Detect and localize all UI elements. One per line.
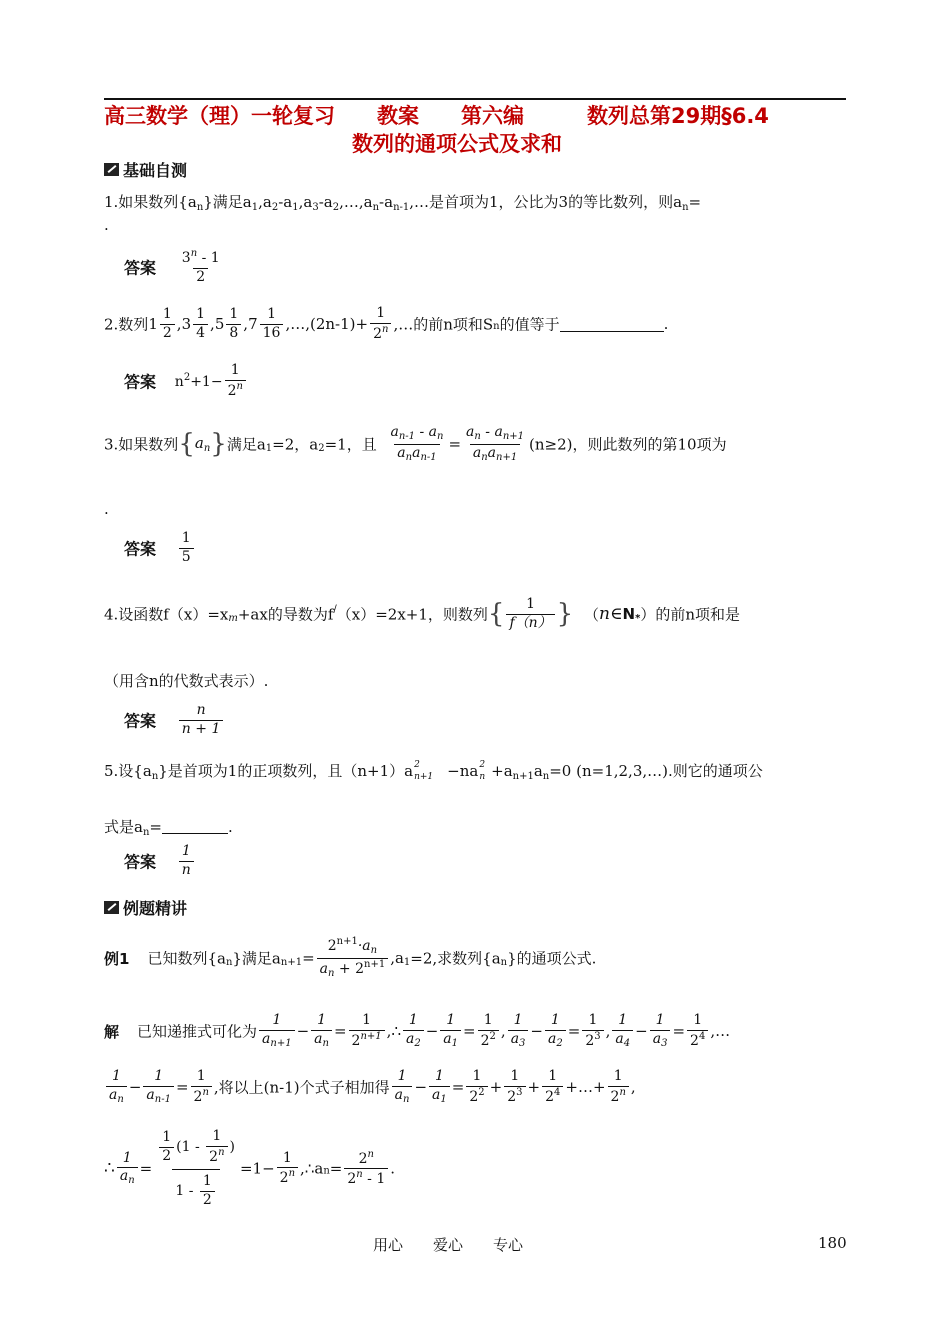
question-5: 5.设$\{a_n\}$是首项为1的正项数列，且（n+1）a 2 n+1 −na 2 n $+a_{n+1}a_n=0$ (n=1,2,3,…).则它的通项公 (104, 760, 763, 782)
answer-blank-5 (162, 819, 228, 834)
section-basic-label: 基础自测 (123, 161, 188, 180)
pencil-icon (104, 163, 119, 176)
page-title-line1: 高三数学（理）一轮复习 教案 第六编 数列总第29期§6.4 (104, 104, 769, 128)
question-3-cont: . (104, 500, 109, 518)
solution-line-2: $\frac{1}{a_n}$ − $\frac{1}{a_{n-1}}$ = $\frac{1}{2^n}$ ,将以上(n-1)个式子相加得 $\frac{1}{a_n}$ − $\frac{1}{a_1}$ = $\frac{1}{2^2}$ + $\frac{1}{2^3}$ + $\frac{1}{2^4}$ +…+ $\frac{1}{2^n}$ , (104, 1068, 636, 1106)
page-title-line2: 数列的通项公式及求和 (352, 132, 562, 156)
question-4: 4.设函数$f(x)=x_m+ax$的导数为f/（x）=2x+1，则数列{ $\frac{1}{f(n)}$ } $(n\in N_*)$的前n项和是 (104, 596, 741, 631)
answer-2: 答案 $n^2+1-$ $\frac{1}{2^n}$ (124, 362, 248, 400)
answer-3: 答案 $\frac{1}{5}$ (124, 530, 196, 566)
question-3: 3.如果数列$\{a_n\}$满足$a_1=2$，$a_2=1$，且 $\frac{a_{n-1} - a_n}{a_na_{n-1}}$ = $\frac{a_n - a_{n+1}}{a_na_{n+1}}$ (n≥2)，则此数列的第10项为 (104, 424, 727, 463)
pencil-icon (104, 901, 119, 914)
answer-4: 答案 $\frac{n}{n + 1}$ (124, 702, 225, 738)
section-basic-heading (104, 158, 187, 181)
mixed-number-term: 7 $\frac{1}{16}$ (248, 314, 285, 332)
solution-line-1: 解 已知递推式可化为 $\frac{1}{a_{n+1}}$ − $\frac{1}{a_n}$ = $\frac{1}{2^{n+1}}$ ,∴ $\frac{1}{a_2}$ − $\frac{1}{a_1}$ = $\frac{1}{2^2}$ , $\frac{1}{a_3}$ − $\frac{1}{a_2}$ = $\frac{1}{2^3}$ , $\frac{1}{a_4}$ − $\frac{1}{a_3}$ = $\frac{1}{2^4}$ ,… (104, 1012, 731, 1049)
question-1-cont: . (104, 216, 109, 234)
answer-1: 答案 $\frac{3^n - 1}{2}$ (124, 248, 220, 285)
question-5-cont: 式是$a_n=$ . (104, 818, 233, 838)
section-examples-heading (104, 896, 187, 919)
footer-motto: 用心 爱心 专心 (373, 1236, 524, 1254)
question-1: 1.如果数列$\{a_n\}$满足$a_1,a_2-a_1,a_3-a_2,\dots,a_n-a_{n-1},\dots$是首项为1，公比为3的等比数列，则$a_n=$ (104, 193, 702, 213)
example-1: 例1 已知数列$\{a_n\}$满足$a_{n+1}=$ $\frac{2^{n+1}\cdot a_n}{a_n + 2^{n+1}}$ $,a_1=2$,求数列$\{a_n\}$的通项公式. (104, 936, 597, 979)
solution-line-3: ∴ $\frac{1}{a_n}$ = $\frac{1}{2}$ (1 - $\frac{1}{2^n}$ ) 1 - $\frac{1}{2}$ =1− $\frac{1}{2^n}$ ,∴an= $\frac{2^n}{2^n - 1}$ . (104, 1128, 396, 1208)
section-examples-label: 例题精讲 (123, 899, 188, 918)
question-4-cont: （用含n的代数式表示）. (104, 672, 269, 690)
mixed-number-term: 3 $\frac{1}{4}$ , (181, 306, 215, 341)
page-number: 180 (818, 1234, 847, 1252)
answer-blank-2 (560, 317, 664, 332)
answer-5: 答案 $\frac{1}{n}$ (124, 843, 196, 879)
mixed-number-term: 5 $\frac{1}{8}$ , (214, 306, 249, 341)
mixed-number-term: 1 $\frac{1}{2}$ , (148, 306, 182, 341)
question-2: 2.数列1 $\frac{1}{2}$ ,3 $\frac{1}{4}$ ,5 $\frac{1}{8}$ ,7 $\frac{1}{16}$ ,…,(2n-1)+ $\frac{1}{2^n}$ ,…的前n项和Sn的值等于 . (104, 305, 669, 342)
